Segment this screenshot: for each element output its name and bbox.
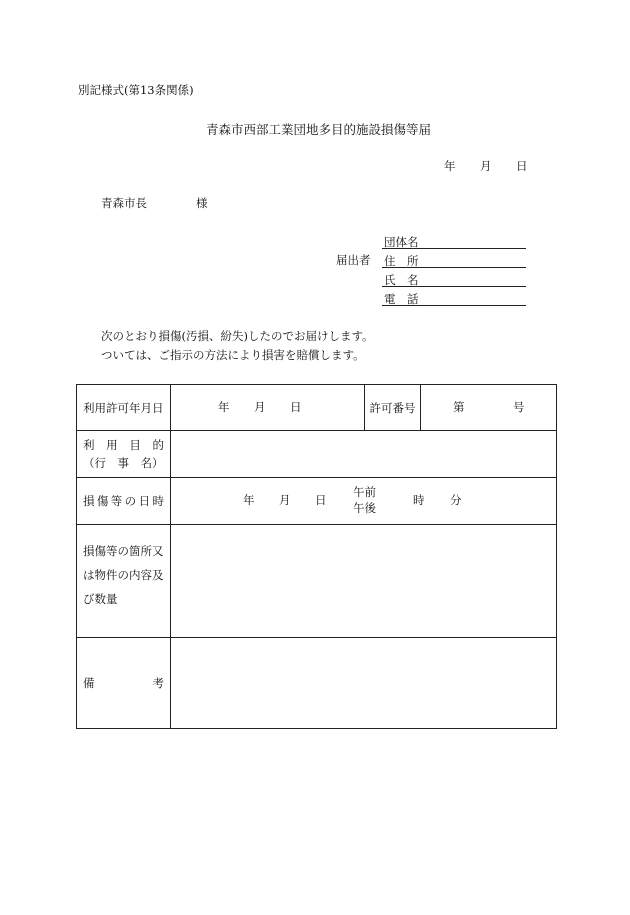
form-reference: 別記様式(第13条関係) — [78, 83, 194, 97]
permit-number-cell[interactable] — [421, 385, 557, 431]
remarks-char: 考 — [152, 676, 164, 690]
damage-hour: 時 — [413, 493, 425, 507]
applicant-address-label: 住 所 — [384, 254, 419, 268]
table-row-purpose — [77, 431, 557, 478]
date-day: 日 — [516, 159, 528, 173]
damage-time-char: 日 — [138, 494, 151, 508]
damage-year: 年 — [243, 493, 255, 507]
applicant-group-label: 団体名 — [384, 235, 419, 249]
purpose-char: 用 — [106, 438, 118, 452]
damage-time-char: 時 — [152, 494, 164, 508]
applicant-address-line[interactable] — [382, 267, 526, 268]
damage-month: 月 — [279, 493, 291, 507]
applicant-name-label: 氏 名 — [384, 273, 419, 287]
permit-number-prefix: 第 — [453, 400, 465, 414]
permit-date-year: 年 — [218, 400, 230, 414]
addressee-honorific: 様 — [196, 196, 208, 210]
table-row-permit — [77, 385, 557, 431]
applicant-phone-line[interactable] — [382, 305, 526, 306]
damage-time-char: の — [124, 494, 137, 508]
purpose-value-cell[interactable] — [171, 431, 557, 478]
remarks-cell[interactable] — [171, 638, 557, 729]
damage-report-table — [76, 384, 557, 729]
damage-am: 午前 — [353, 485, 376, 499]
purpose-char: 利 — [83, 438, 95, 452]
intro-line-1: 次のとおり損傷(汚損、紛失)したのでお届けします。 — [101, 329, 374, 343]
permit-date-day: 日 — [290, 400, 302, 414]
purpose-char: 的 — [152, 438, 164, 452]
damage-time-char: 損 — [83, 494, 95, 508]
intro-line-2: ついては、ご指示の方法により損害を賠償します。 — [101, 348, 365, 362]
remarks-label — [77, 638, 171, 729]
table-row-damage-time — [77, 478, 557, 525]
damage-pm: 午後 — [353, 501, 376, 515]
purpose-char: 目 — [129, 438, 141, 452]
permit-number-suffix: 号 — [513, 400, 525, 414]
damage-time-char: 等 — [110, 494, 123, 508]
applicant-group-line[interactable] — [382, 248, 526, 249]
damage-minute: 分 — [450, 493, 462, 507]
damage-time-label — [77, 478, 171, 525]
permit-number-label: 許可番号 — [365, 385, 421, 431]
purpose-label-line-1 — [83, 436, 170, 454]
purpose-label — [77, 431, 171, 478]
damage-detail-line: は物件の内容及 — [83, 568, 164, 582]
damage-detail-line: 損傷等の箇所又 — [83, 544, 164, 558]
form-title: 青森市西部工業団地多目的施設損傷等届 — [206, 122, 432, 137]
damage-time-char: 傷 — [96, 494, 109, 508]
applicant-name-line[interactable] — [382, 286, 526, 287]
table-row-remarks — [77, 638, 557, 729]
addressee-name: 青森市長 — [101, 196, 147, 210]
damage-day: 日 — [315, 493, 327, 507]
applicant-label: 届出者 — [336, 253, 371, 267]
damage-detail-line: び数量 — [83, 592, 118, 606]
damage-time-cell[interactable] — [171, 478, 557, 525]
permit-date-label: 利用許可年月日 — [77, 385, 171, 431]
damage-detail-cell[interactable] — [171, 525, 557, 638]
permit-date-month: 月 — [254, 400, 266, 414]
applicant-phone-label: 電 話 — [384, 292, 419, 306]
table-row-damage-detail — [77, 525, 557, 638]
purpose-label-line-2: （行 事 名） — [83, 456, 164, 470]
damage-detail-label — [77, 525, 171, 638]
remarks-char: 備 — [83, 676, 95, 690]
date-year: 年 — [444, 159, 456, 173]
date-month: 月 — [480, 159, 492, 173]
permit-date-cell[interactable] — [171, 385, 365, 431]
